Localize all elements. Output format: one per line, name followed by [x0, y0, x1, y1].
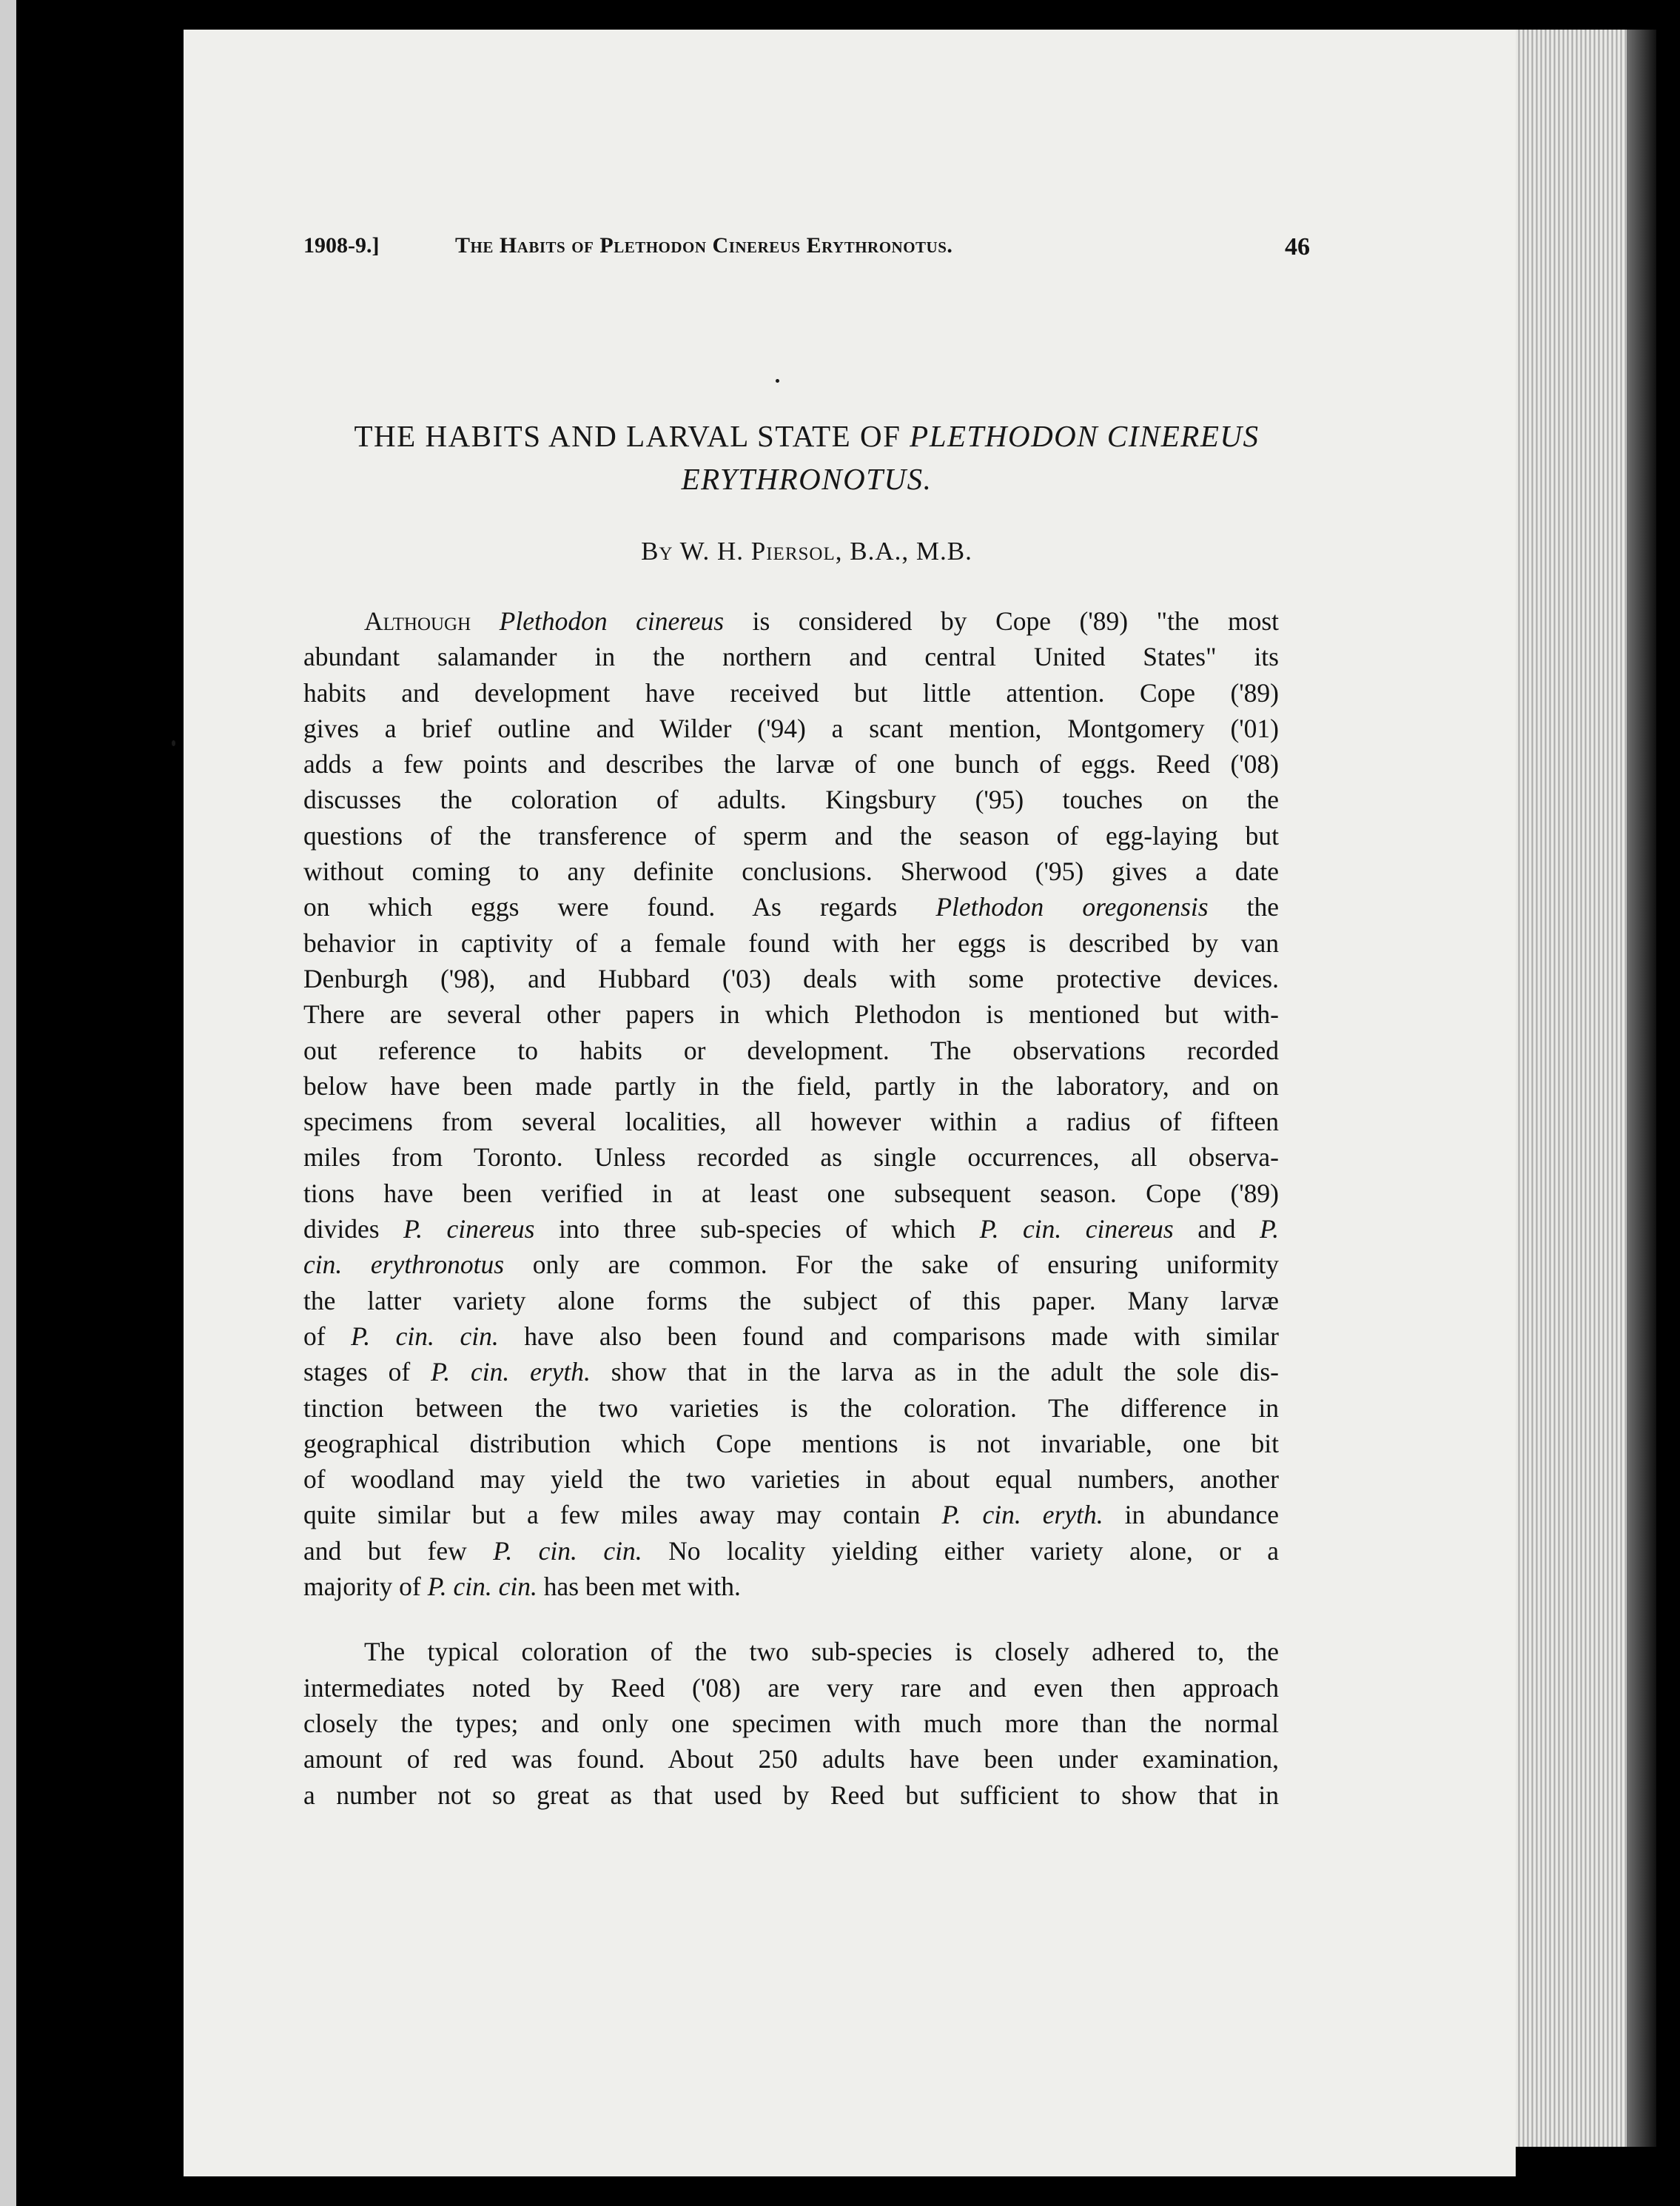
text-line: stages of P. cin. eryth. show that in the larva as in the adult the sole dis- [303, 1357, 1279, 1387]
text-line: of P. cin. cin. have also been found and comparisons made with similar [303, 1321, 1279, 1351]
text-line: adds a few points and describes the larvæ of one bunch of eggs. Reed ('08) [303, 749, 1279, 780]
paragraph-2 [303, 1634, 1279, 1812]
page-stack-edge [1516, 30, 1627, 2147]
text-line: specimens from several localities, all however within a radius of fifteen [303, 1107, 1279, 1137]
article-title [303, 415, 1310, 500]
text-line: out reference to habits or development. The observations recorded [303, 1035, 1279, 1065]
author-byline: By W. H. Piersol, B.A., M.B. [641, 537, 972, 566]
text-line: behavior in captivity of a female found with her eggs is described by van [303, 928, 1279, 958]
text-line: cin. erythronotus only are common. For the sake of ensuring uniformity [303, 1250, 1279, 1280]
text-line: gives a brief outline and Wilder ('94) a scant mention, Montgomery ('01) [303, 713, 1279, 743]
text-line: miles from Toronto. Unless recorded as single occurrences, all observa- [303, 1142, 1279, 1173]
text-line: There are several other papers in which Plethodon is mentioned but with- [303, 999, 1279, 1030]
text-line: the latter variety alone forms the subject of this paper. Many larvæ [303, 1285, 1279, 1315]
text-line: closely the types; and only one specimen with much more than the normal [303, 1708, 1279, 1738]
text-line: habits and development have received but little attention. Cope ('89) [303, 677, 1279, 708]
article-title-line1-italic: PLETHODON CINEREUS [910, 419, 1260, 453]
text-line: quite similar but a few miles away may contain P. cin. eryth. in abundance [303, 1500, 1280, 1530]
text-line: majority of P. cin. cin. has been met with. [303, 1572, 741, 1602]
text-line: tions have been verified in at least one subsequent season. Cope ('89) [303, 1178, 1279, 1208]
text-line: intermediates noted by Reed ('08) are very rare and even then approach [303, 1672, 1279, 1703]
running-head-title: The Habits of Plethodon Cinereus Erythronotus. [455, 233, 953, 258]
text-line: divides P. cinereus into three sub-species of which P. cin. cinereus and P. [303, 1214, 1279, 1244]
paragraph-1 [303, 603, 1279, 1604]
text-line: questions of the transference of sperm and the season of egg-laying but [303, 820, 1279, 851]
scan-speck [776, 379, 779, 383]
text-line: Although Plethodon cinereus is considered by Cope ('89) "the most [364, 606, 1279, 636]
text-line: geographical distribution which Cope mentions is not invariable, one bit [303, 1428, 1279, 1458]
text-line: Denburgh ('98), and Hubbard ('03) deals with some protective devices. [303, 963, 1279, 993]
text-line: without coming to any definite conclusions. Sherwood ('95) gives a date [303, 856, 1279, 887]
running-head-year: 1908-9.] [303, 233, 380, 258]
text-line: discusses the coloration of adults. Kingsbury ('95) touches on the [303, 785, 1279, 815]
page-number: 46 [1285, 233, 1310, 261]
text-line: a number not so great as that used by Reed but sufficient to show that in [303, 1780, 1279, 1810]
article-title-line2-italic: ERYTHRONOTUS. [681, 462, 933, 496]
text-line: and but few P. cin. cin. No locality yielding either variety alone, or a [303, 1535, 1279, 1566]
text-line: below have been made partly in the field, partly in the laboratory, and on [303, 1070, 1279, 1101]
text-line: abundant salamander in the northern and central United States" its [303, 642, 1279, 672]
article-body [303, 603, 1279, 1813]
text-line: amount of red was found. About 250 adults have been under examination, [303, 1744, 1279, 1774]
text-line: on which eggs were found. As regards Plethodon oregonensis the [303, 892, 1280, 922]
scan-left-border [0, 0, 16, 2206]
scan-speck [172, 740, 175, 746]
binding-shadow [1627, 30, 1656, 2147]
text-line: The typical coloration of the two sub-species is closely adhered to, the [364, 1637, 1279, 1667]
article-title-line1: THE HABITS AND LARVAL STATE OF [354, 419, 901, 453]
text-line: of woodland may yield the two varieties in about equal numbers, another [303, 1464, 1279, 1495]
text-line: tinction between the two varieties is the coloration. The difference in [303, 1392, 1279, 1423]
